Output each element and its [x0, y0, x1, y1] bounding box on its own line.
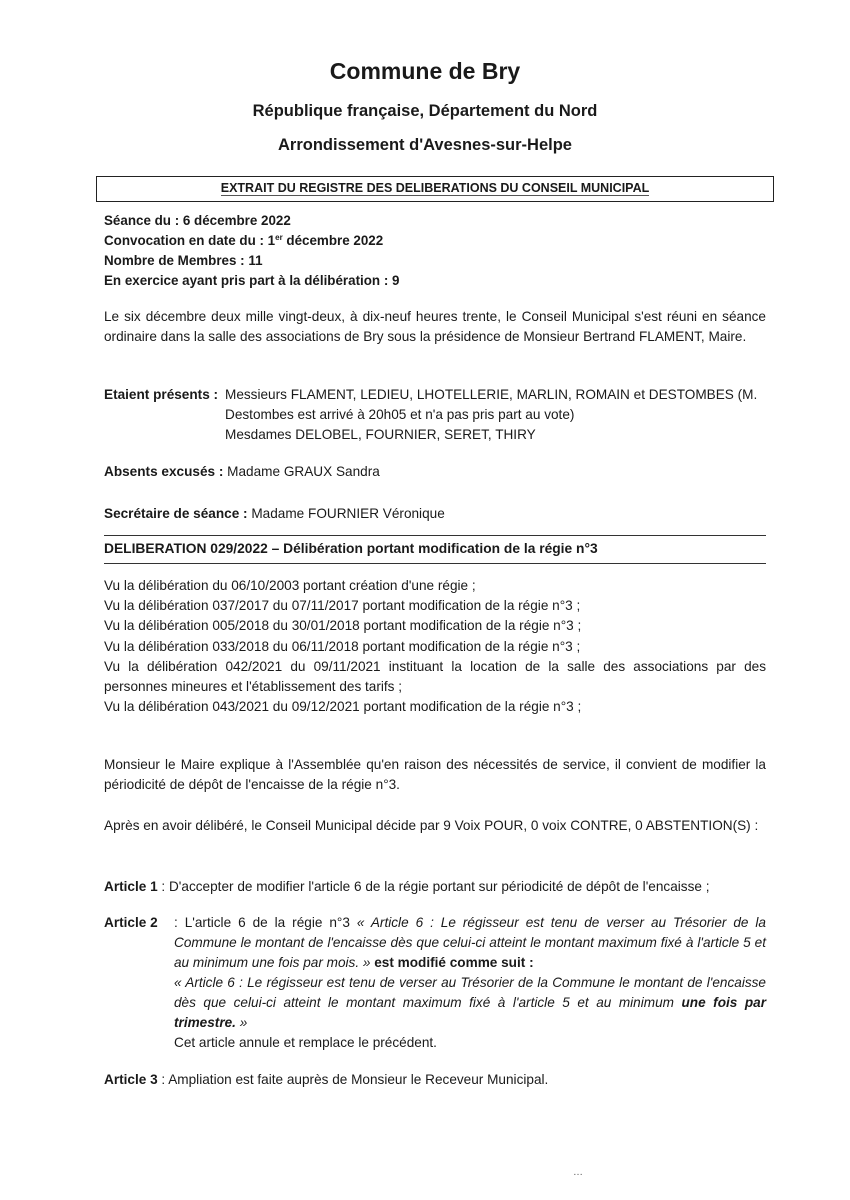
article-2-new-quote-end: »	[235, 1015, 248, 1030]
article-2-intro: : L'article 6 de la régie n°3	[174, 915, 357, 930]
seance-date: Séance du : 6 décembre 2022	[104, 213, 291, 228]
secretary-section	[104, 504, 766, 524]
absents-section	[104, 462, 766, 482]
presents-label: Etaient présents :	[104, 387, 219, 402]
mayor-explanation: Monsieur le Maire explique à l'Assemblée qu'en raison des nécessités de service, il convient de modifier la périodicité de dépôt de l'encaisse de la régie n°3.	[104, 757, 766, 792]
article-1-text: : D'accepter de modifier l'article 6 de la régie portant sur périodicité de dépôt de l'encaisse ;	[157, 879, 710, 894]
members-count: Nombre de Membres : 11	[104, 253, 263, 268]
article-3	[104, 1070, 766, 1090]
article-2-body	[174, 913, 766, 1053]
consideration-item: Vu la délibération 033/2018 du 06/11/2018 portant modification de la régie n°3 ;	[104, 638, 581, 654]
registry-title-box	[96, 176, 774, 202]
page-subtitle-republique: République française, Département du Nord	[252, 102, 598, 120]
article-2-old-quote: « Article 6 : Le régisseur est tenu de verser au Trésorier de la Commune le montant de l'encaisse dès que celui-ci atteint le montant maximum fixé à l'article 5 et au minimum une fois par mois. »	[174, 915, 766, 970]
registry-title: EXTRAIT DU REGISTRE DES DELIBERATIONS DU CONSEIL MUNICIPAL	[220, 181, 650, 195]
consideration-item: Vu la délibération 042/2021 du 09/11/2021 instituant la location de la salle des associations par des personnes mineures et l'établissement des tarifs ;	[104, 658, 766, 695]
council-decision: Après en avoir délibéré, le Conseil Municipal décide par 9 Voix POUR, 0 voix CONTRE, 0 ABSTENTION(S) :	[104, 818, 759, 833]
considerations-list	[104, 576, 766, 717]
secretary-label: Secrétaire de séance :	[104, 506, 248, 521]
participants-count: En exercice ayant pris part à la délibération : 9	[104, 273, 400, 288]
page-title: Commune de Bry	[329, 58, 521, 84]
article-2-new-quote: « Article 6 : Le régisseur est tenu de verser au Trésorier de la Commune le montant de l'encaisse dès que celui-ci atteint le montant maximum fixé à l'article 5 et au minimum	[174, 975, 766, 1010]
article-3-text: : Ampliation est faite auprès de Monsieur le Receveur Municipal.	[157, 1072, 549, 1087]
article-2-modified: est modifié comme suit :	[370, 955, 534, 970]
intro-paragraph: Le six décembre deux mille vingt-deux, à dix-neuf heures trente, le Conseil Municipal s'est réuni en séance ordinaire dans la salle des associations de Bry sous la présidence de Monsieur Bertrand FLAMENT, Maire.	[104, 309, 766, 344]
article-1	[104, 877, 766, 897]
secretary-value: Madame FOURNIER Véronique	[247, 506, 445, 521]
presents-section	[104, 385, 766, 442]
deliberation-title: DELIBERATION 029/2022 – Délibération portant modification de la régie n°3	[104, 541, 598, 556]
divider-top	[104, 535, 766, 536]
absents-label: Absents excusés :	[104, 464, 224, 479]
footer-mark: …	[573, 1167, 583, 1178]
presents-line: Mesdames DELOBEL, FOURNIER, SERET, THIRY	[225, 427, 536, 442]
presents-line: Messieurs FLAMENT, LEDIEU, LHOTELLERIE, MARLIN, ROMAIN et DESTOMBES (M.	[225, 387, 758, 402]
article-1-label: Article 1	[104, 879, 158, 894]
article-2-label: Article 2	[104, 915, 158, 930]
article-2-new-quote-bold: une fois par trimestre.	[174, 995, 767, 1030]
convocation-date: Convocation en date du : 1er décembre 2022	[104, 233, 384, 248]
session-meta	[104, 211, 399, 291]
consideration-item: Vu la délibération 037/2017 du 07/11/2017 portant modification de la régie n°3 ;	[104, 598, 581, 614]
presents-list	[225, 385, 770, 445]
divider-bottom	[104, 563, 766, 564]
consideration-item: Vu la délibération 005/2018 du 30/01/2018 portant modification de la régie n°3 ;	[104, 618, 582, 634]
page-subtitle-arrondissement: Arrondissement d'Avesnes-sur-Helpe	[278, 136, 572, 154]
article-2	[104, 913, 767, 1050]
absents-value: Madame GRAUX Sandra	[223, 464, 380, 479]
consideration-item: Vu la délibération du 06/10/2003 portant création d'une régie ;	[104, 578, 476, 593]
article-2-closing: Cet article annule et remplace le précédent.	[174, 1035, 437, 1050]
presents-line: Destombes est arrivé à 20h05 et n'a pas pris part au vote)	[225, 407, 575, 422]
article-3-label: Article 3	[104, 1072, 158, 1087]
consideration-item: Vu la délibération 043/2021 du 09/12/2021 portant modification de la régie n°3 ;	[104, 699, 582, 715]
